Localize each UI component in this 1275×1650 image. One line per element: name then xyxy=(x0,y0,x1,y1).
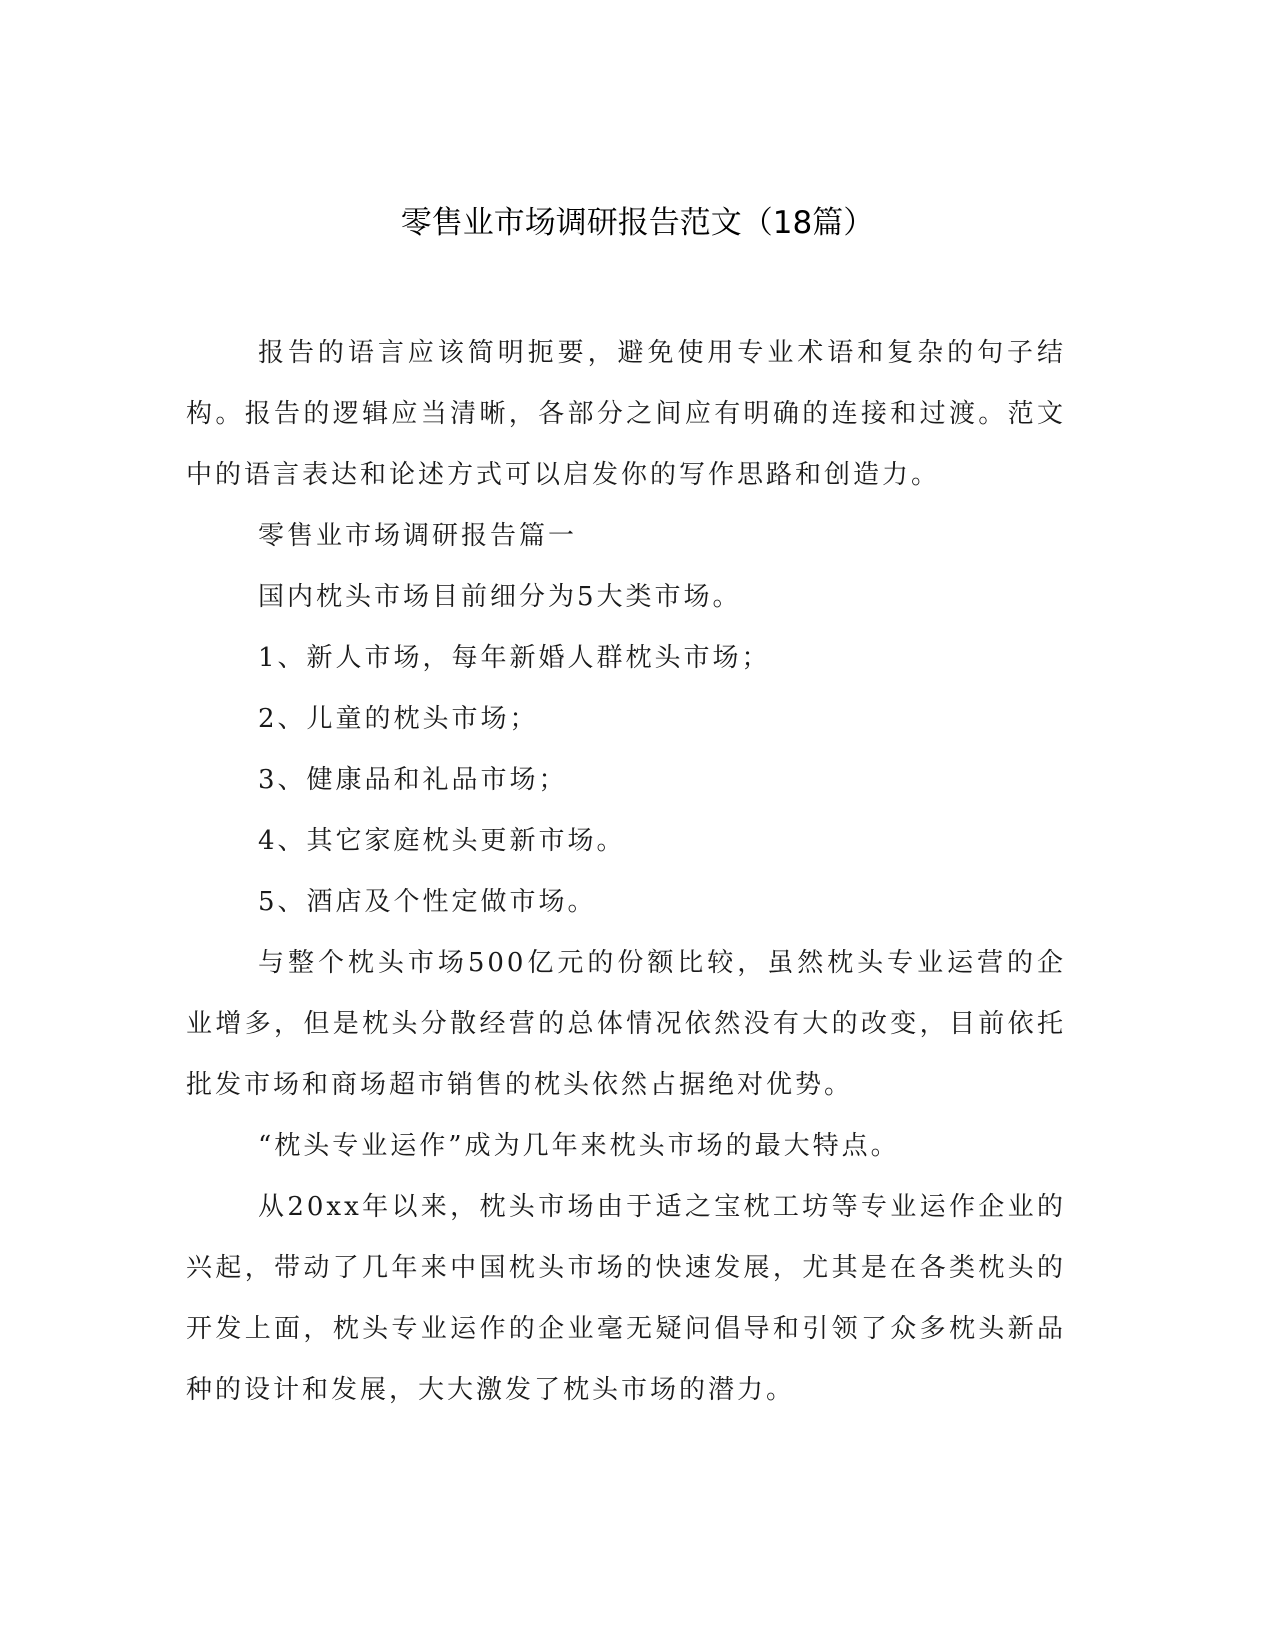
intro-paragraph: 报告的语言应该简明扼要，避免使用专业术语和复杂的句子结构。报告的逻辑应当清晰，各部分之间应有明确的连接和过渡。范文中的语言表达和论述方式可以启发你的写作思路和创造力。 xyxy=(186,338,1066,490)
development-paragraph: 从20xx年以来，枕头市场由于适之宝枕工坊等专业运作企业的兴起，带动了几年来中国枕头市场的快速发展，尤其是在各类枕头的开发上面，枕头专业运作的企业毫无疑问倡导和引领了众多枕头新品种的设计和发展，大大激发了枕头市场的潜力。 xyxy=(186,1192,1066,1405)
feature-paragraph: “枕头专业运作”成为几年来枕头市场的最大特点。 xyxy=(258,1131,900,1161)
list-item: 5、酒店及个性定做市场。 xyxy=(258,887,597,917)
section-heading: 零售业市场调研报告篇一 xyxy=(258,521,578,551)
list-item: 3、健康品和礼品市场； xyxy=(258,765,568,795)
list-item: 2、儿童的枕头市场； xyxy=(258,704,539,734)
market-overview-paragraph: 国内枕头市场目前细分为5大类市场。 xyxy=(258,582,742,612)
document-body xyxy=(186,323,1066,1421)
list-item: 4、其它家庭枕头更新市场。 xyxy=(258,826,626,856)
document-title: 零售业市场调研报告范文（18篇） xyxy=(400,205,875,241)
list-item: 1、新人市场，每年新婚人群枕头市场； xyxy=(258,643,771,673)
market-share-paragraph: 与整个枕头市场500亿元的份额比较，虽然枕头专业运营的企业增多，但是枕头分散经营的总体情况依然没有大的改变，目前依托批发市场和商场超市销售的枕头依然占据绝对优势。 xyxy=(186,948,1066,1100)
